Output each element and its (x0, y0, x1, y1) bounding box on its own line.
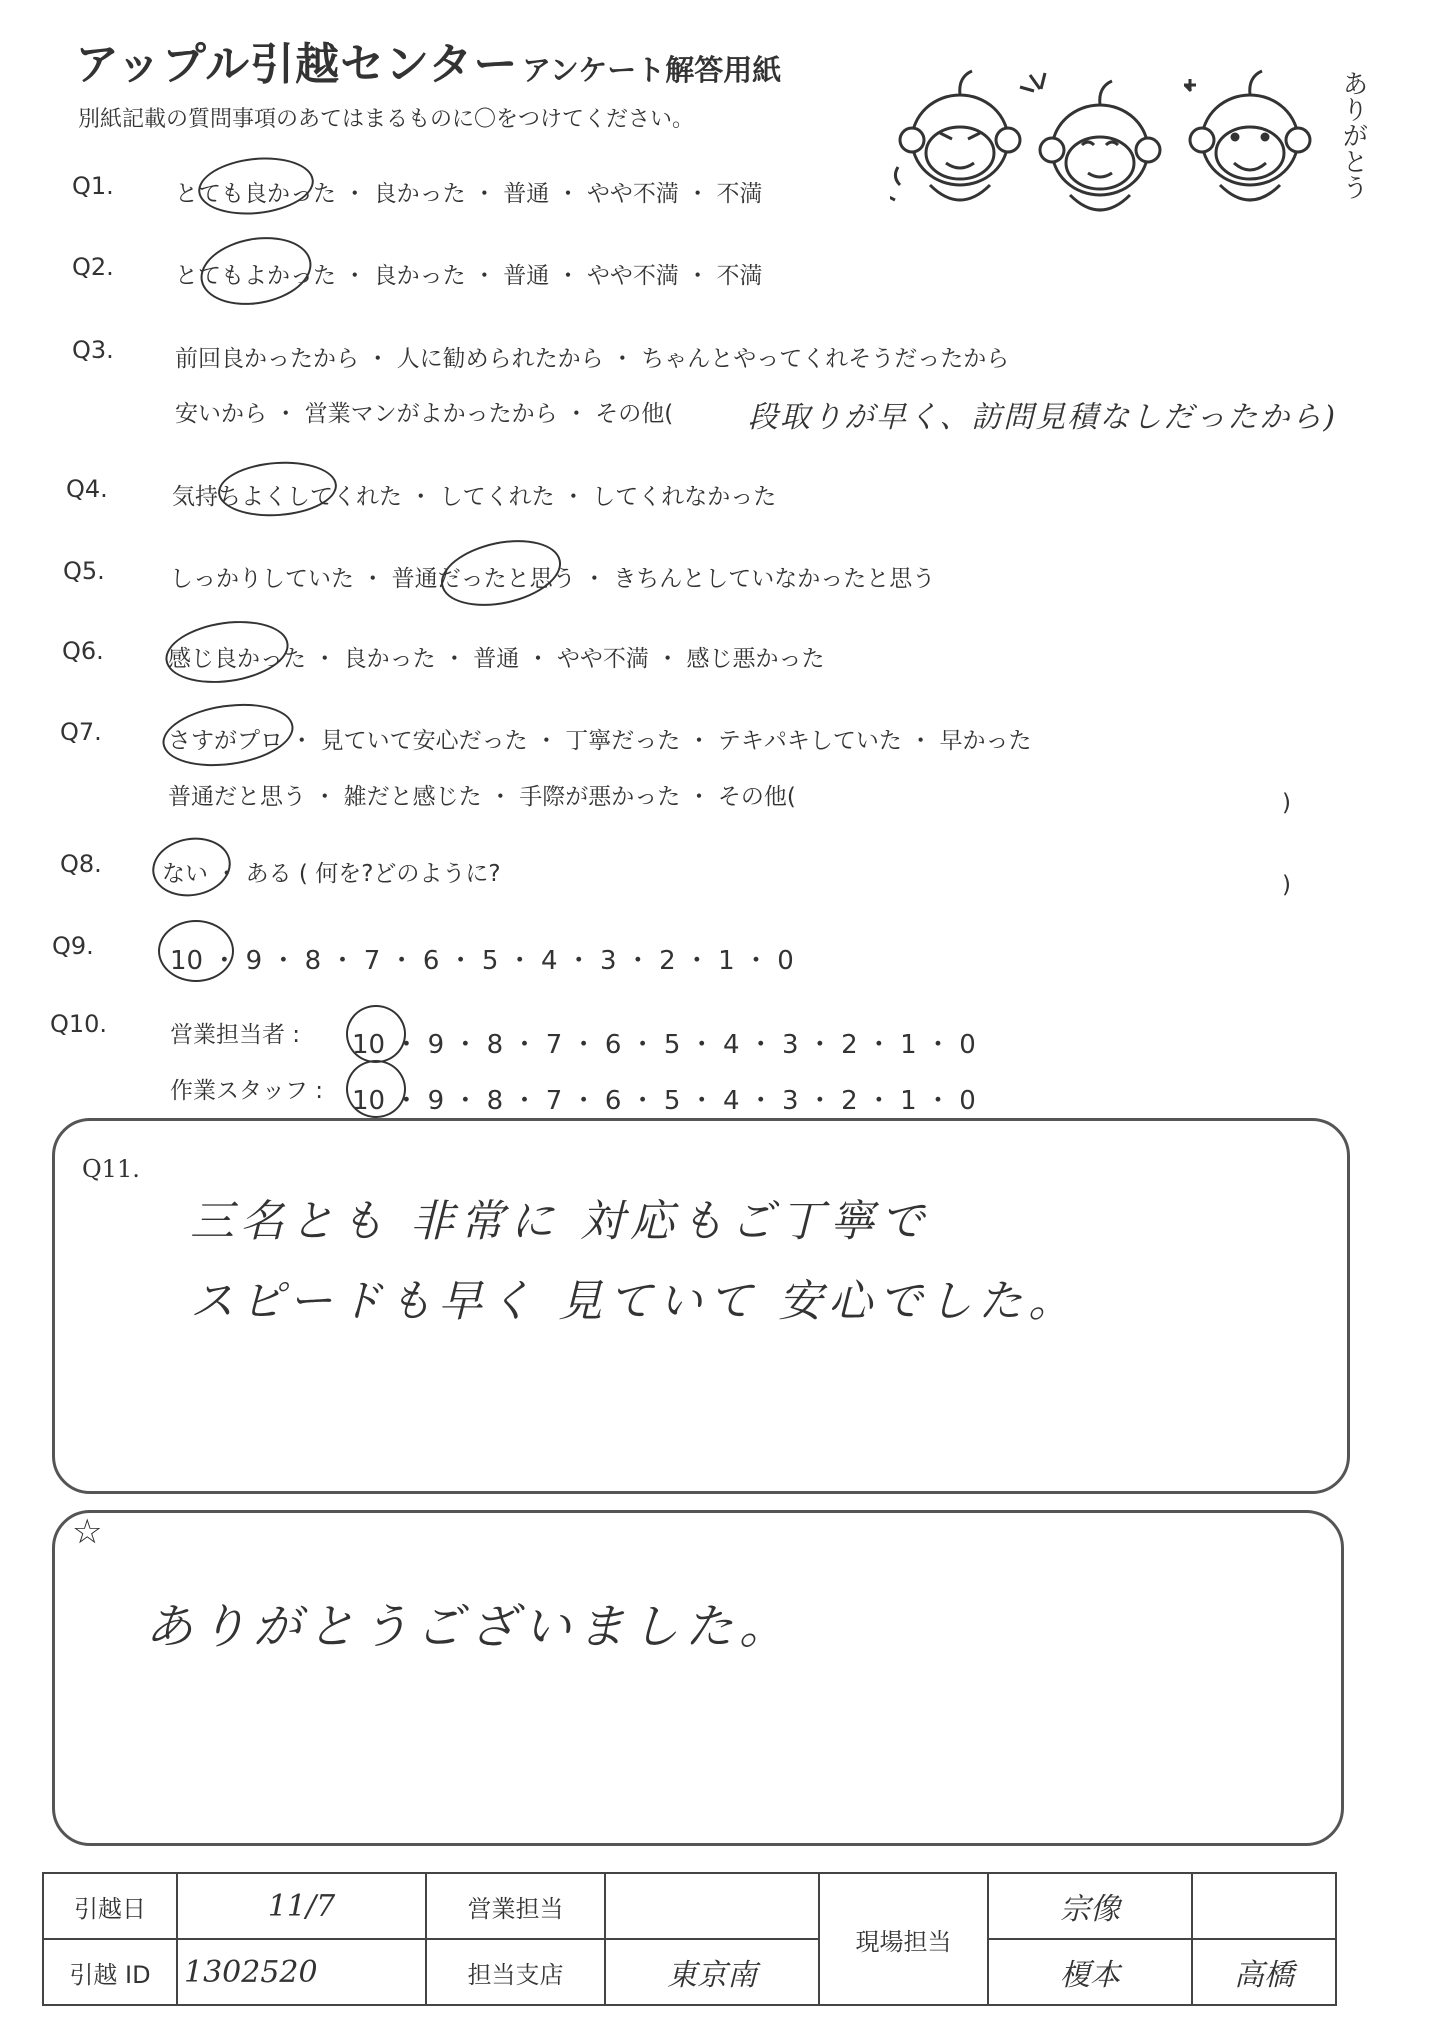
q6-options: 感じ良かった ・ 良かった ・ 普通 ・ やや不満 ・ 感じ悪かった (168, 646, 825, 672)
answer-circle (195, 152, 316, 220)
q1-option[interactable]: 不満 (716, 181, 763, 207)
site-staff-1: 宗像 (988, 1873, 1192, 1939)
q4-option[interactable]: してくれた (439, 484, 555, 510)
q9-label: Q9. (52, 932, 94, 960)
q6-option[interactable]: 感じ良かった (168, 646, 306, 672)
q6-option[interactable]: やや不満 (556, 646, 649, 672)
q7-options-line2: 普通だと思う ・ 雑だと感じた ・ 手際が悪かった ・ その他( (168, 784, 796, 810)
q10-label: Q10. (50, 1010, 108, 1038)
branch-label: 担当支店 (426, 1939, 605, 2005)
answer-circle (148, 832, 236, 903)
q11-answer-line2: スピードも早く 見ていて 安心でした。 (190, 1276, 1079, 1327)
q6-option[interactable]: 普通 (473, 646, 520, 672)
q3-option[interactable]: 安いから (175, 401, 267, 427)
q3-options-line2: 安いから ・ 営業マンがよかったから ・ その他( (175, 401, 674, 427)
sales-label: 営業担当 (426, 1873, 605, 1939)
q3-label: Q3. (72, 336, 114, 364)
page-subtitle: アンケート解答用紙 (522, 53, 782, 87)
answer-circle (435, 530, 567, 616)
answer-circle (346, 1005, 406, 1063)
q4-option[interactable]: 気持ちよくしてくれた (172, 484, 402, 510)
q7-option[interactable]: その他( (717, 784, 796, 810)
q7-options-line1: さすがプロ ・ 見ていて安心だった ・ 丁寧だった ・ テキパキしていた ・ 早かった (168, 728, 1032, 754)
q2-options: とてもよかった ・ 良かった ・ 普通 ・ やや不満 ・ 不満 (175, 263, 763, 289)
q4-label: Q4. (66, 475, 108, 503)
q3-option[interactable]: 営業マンがよかったから (304, 401, 558, 427)
instruction-text: 別紙記載の質問事項のあてはまるものに〇をつけてください。 (78, 107, 695, 132)
move-date-value: 11/7 (177, 1873, 426, 1939)
q2-option[interactable]: 良かった (373, 263, 466, 289)
sales-value (605, 1873, 819, 1939)
q1-option[interactable]: 普通 (503, 181, 550, 207)
q6-option[interactable]: 感じ悪かった (686, 646, 825, 672)
q5-label: Q5. (63, 557, 105, 585)
site-staff-empty (1192, 1873, 1336, 1939)
page-title: アップル引越センター (75, 39, 519, 90)
q10-sales-label: 営業担当者 : (170, 1022, 301, 1048)
site-staff-2: 榎本 (988, 1939, 1192, 2005)
star-icon: ☆ (72, 1512, 103, 1552)
q7-option[interactable]: 手際が悪かった (519, 784, 681, 810)
q3-options-line1: 前回良かったから ・ 人に勧められたから ・ ちゃんとやってくれそうだったから (175, 346, 1010, 372)
q8-label: Q8. (60, 850, 102, 878)
q5-option[interactable]: しっかりしていた (170, 566, 354, 592)
q4-option[interactable]: してくれなかった (592, 484, 777, 510)
answer-circle (158, 920, 234, 982)
message-box[interactable] (52, 1510, 1344, 1846)
answer-circle (161, 614, 292, 691)
move-id-value: 1302520 (177, 1939, 426, 2005)
q3-option[interactable]: その他( (595, 401, 674, 427)
q3-option[interactable]: 人に勧められたから (396, 346, 604, 372)
q7-option[interactable]: 丁寧だった (565, 728, 681, 754)
q7-option[interactable]: 早かった (939, 728, 1032, 754)
footer-table (42, 1872, 1337, 2006)
q11-answer-line1: 三名とも 非常に 対応もご丁寧で (190, 1196, 930, 1247)
message-text: ありがとうございました。 (145, 1599, 794, 1655)
q5-options: しっかりしていた ・ 普通だったと思う ・ きちんとしていなかったと思う (170, 566, 936, 592)
q10-staff-label: 作業スタッフ : (170, 1078, 324, 1104)
move-id-label: 引越 ID (43, 1939, 177, 2005)
q2-option[interactable]: 普通 (503, 263, 550, 289)
q11-label: Q11. (82, 1155, 140, 1183)
q2-option[interactable]: 不満 (716, 263, 763, 289)
q7-label: Q7. (60, 718, 102, 746)
q7-option[interactable]: 雑だと感じた (343, 784, 482, 810)
q4-options: 気持ちよくしてくれた ・ してくれた ・ してくれなかった (172, 484, 777, 510)
site-staff-3: 高橋 (1192, 1939, 1336, 2005)
mascot-caption: ありがとう (1338, 70, 1368, 200)
q6-label: Q6. (62, 637, 104, 665)
answer-circle (346, 1060, 406, 1118)
q3-option[interactable]: 前回良かったから (175, 346, 359, 372)
site-label: 現場担当 (819, 1873, 988, 2005)
q7-option[interactable]: 普通だと思う (168, 784, 306, 810)
q8-options[interactable]: ない ・ ある ( 何を?どのように? (162, 861, 501, 887)
q6-option[interactable]: 良かった (343, 646, 436, 672)
q7-option[interactable]: テキパキしていた (717, 728, 902, 754)
q8-close: ) (1282, 872, 1291, 898)
q5-option[interactable]: きちんとしていなかったと思う (613, 566, 936, 592)
q2-option[interactable]: とてもよかった (175, 263, 336, 289)
monkey-mascots-illustration (890, 55, 1350, 235)
q10-sales-scale[interactable]: 10 ・ 9 ・ 8 ・ 7 ・ 6 ・ 5 ・ 4 ・ 3 ・ 2 ・ 1 ・ 0 (352, 1030, 976, 1060)
q3-other-answer: 段取りが早く、訪問見積なしだったから) (748, 400, 1338, 435)
q2-label: Q2. (72, 253, 114, 281)
q1-option[interactable]: やや不満 (586, 181, 679, 207)
q9-scale[interactable]: 10 ・ 9 ・ 8 ・ 7 ・ 6 ・ 5 ・ 4 ・ 3 ・ 2 ・ 1 ・ 0 (170, 946, 794, 976)
answer-circle (195, 229, 317, 313)
move-date-label: 引越日 (43, 1873, 177, 1939)
q7-option[interactable]: 見ていて安心だった (320, 728, 528, 754)
answer-circle (158, 696, 297, 774)
q10-staff-scale[interactable]: 10 ・ 9 ・ 8 ・ 7 ・ 6 ・ 5 ・ 4 ・ 3 ・ 2 ・ 1 ・ 0 (352, 1086, 976, 1116)
q5-option[interactable]: 普通だったと思う (391, 566, 576, 592)
q7-option[interactable]: さすがプロ (168, 728, 283, 754)
mascot-middle (1020, 73, 1160, 210)
mascot-left (890, 71, 1020, 200)
q7-other-close: ) (1282, 790, 1291, 816)
branch-value: 東京南 (605, 1939, 819, 2005)
mascot-right (1184, 71, 1310, 200)
q1-option[interactable]: とても良かった (175, 181, 336, 207)
q1-option[interactable]: 良かった (373, 181, 466, 207)
q1-label: Q1. (72, 172, 114, 200)
q1-options: とても良かった ・ 良かった ・ 普通 ・ やや不満 ・ 不満 (175, 181, 763, 207)
q2-option[interactable]: やや不満 (586, 263, 679, 289)
q3-option[interactable]: ちゃんとやってくれそうだったから (641, 346, 1010, 372)
